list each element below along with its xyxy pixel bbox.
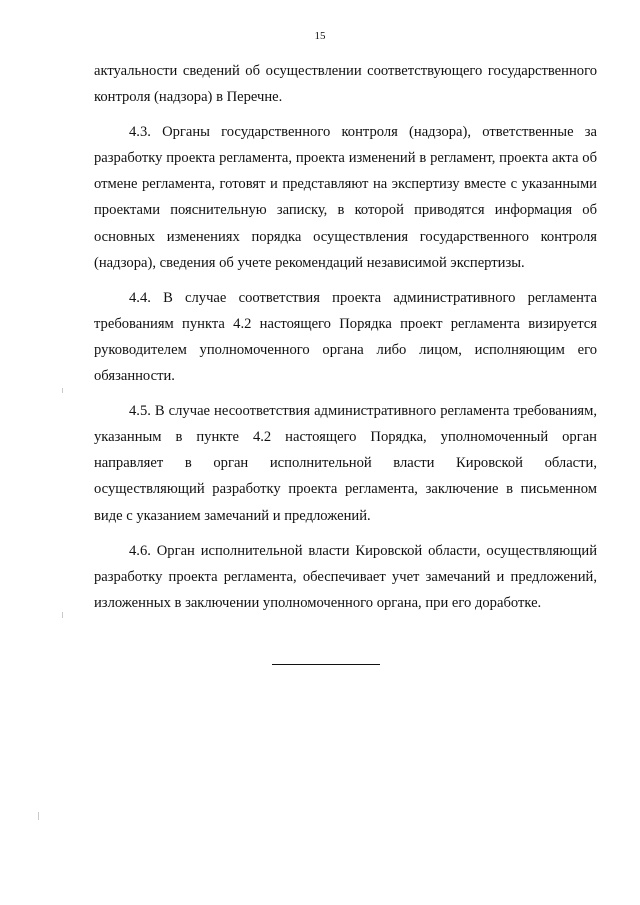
scan-speck <box>38 812 39 820</box>
scan-speck <box>62 388 63 393</box>
paragraph-4-6: 4.6. Орган исполнительной власти Кировской области, осуществляющий разработку проекта регламента, обеспечивает учет замечаний и предложений, изложенных в заключении уполномоченного органа, при его доработке. <box>94 542 597 611</box>
paragraph-continuation: актуальности сведений об осуществлении соответствующего государственного контроля (надзора) в Перечне. <box>94 63 597 106</box>
page-number: 15 <box>314 30 326 42</box>
scan-speck <box>62 612 63 618</box>
paragraph-4-4: 4.4. В случае соответствия проекта административного регламента требованиям пункта 4.2 настоящего Порядка проект регламента визируется руководителем уполномоченного органа либо лицом, исполняющим его обязанности. <box>94 289 597 385</box>
closing-divider <box>272 664 380 665</box>
paragraph-4-5: 4.5. В случае несоответствия административного регламента требованиям, указанным в пункте 4.2 настоящего Порядка, уполномоченный орган направляет в орган исполнительной власти Кировской области, осуществляющий разработку проекта регламента, заключение в письменном виде с указанием замечаний и предложений. <box>94 403 597 524</box>
document-body <box>94 58 597 625</box>
paragraph-4-3: 4.3. Органы государственного контроля (надзора), ответственные за разработку проекта регламента, проекта изменений в регламент, проекта акта об отмене регламента, готовят и представляют на экспертизу вместе с указанными проектами пояснительную записку, в которой приводятся информация об основных изменениях порядка осуществления государственного контроля (надзора), сведения об учете рекомендаций независимой экспертизы. <box>94 124 597 271</box>
